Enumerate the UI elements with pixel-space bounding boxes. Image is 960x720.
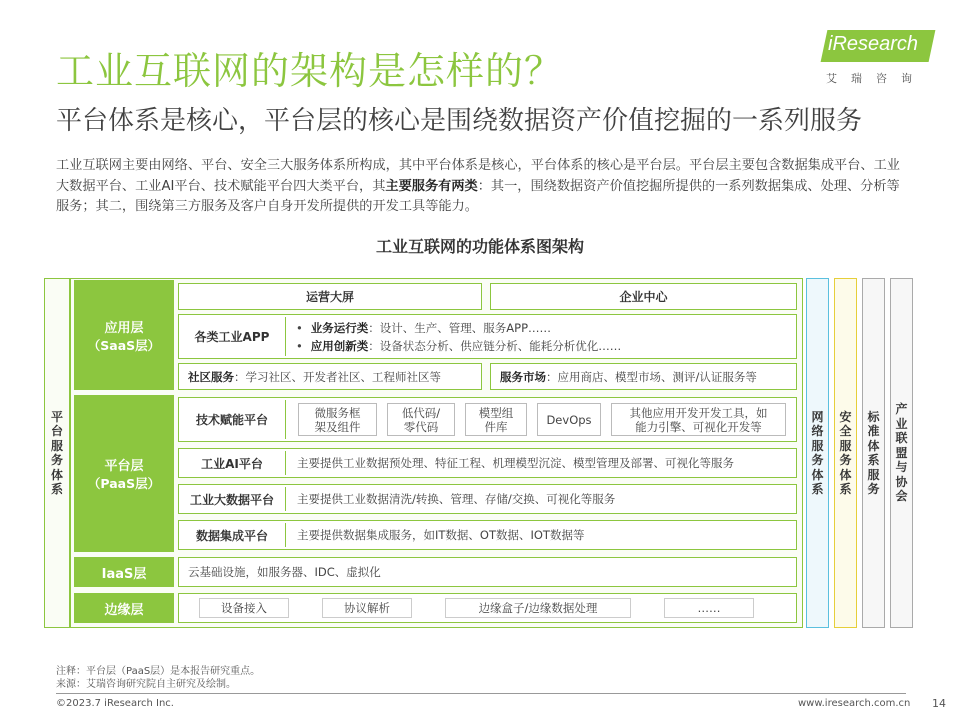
data-integration-text: 数据集成平台 [195, 528, 268, 543]
data-integration-label [180, 522, 284, 548]
edge-item-text: 边缘盒子/边缘数据处理 [478, 601, 598, 615]
iaas-row [178, 557, 797, 587]
market-text: ：应用商店、模型市场、测评/认证服务等 [546, 369, 757, 384]
tech-pill-text: 模型组 件库 [478, 405, 514, 434]
enterprise-center-label: 企业中心 [619, 290, 668, 304]
platform-service-system-column [44, 278, 70, 628]
saas-layer-label [74, 280, 174, 390]
source-line: 来源：艾瑞咨询研究院自主研究及绘制。 [56, 679, 236, 690]
enterprise-center-box [490, 283, 797, 310]
network-service-column [806, 278, 829, 628]
tech-pill-text: 微服务框 架及组件 [314, 405, 361, 434]
divider [285, 487, 286, 511]
iaas-label: IaaS层 [101, 566, 147, 582]
community-service-box [178, 363, 482, 390]
note-line: 注释：平台层（PaaS层）是本报告研究重点。 [56, 666, 261, 677]
tech-pill-text: DevOps [546, 412, 592, 427]
tech-enablement-label [180, 399, 284, 440]
tech-pill [537, 403, 601, 436]
bigdata-platform-desc: 主要提供工业数据清洗/转换、管理、存储/交换、可视化等服务 [297, 492, 616, 506]
intro-bold: 主要服务有两类 [385, 178, 478, 194]
iresearch-logo [818, 30, 936, 86]
bullet-app-innovation: • 应用创新类 ：设备状态分析、供应链分析、能耗分析优化…… [296, 338, 622, 353]
saas-label: 应用层 [104, 320, 144, 336]
tech-pill [465, 403, 527, 436]
bullet1-bold: 业务运行类 [310, 320, 369, 335]
bigdata-platform-text: 工业大数据平台 [189, 492, 274, 507]
iaas-desc: 云基础设施，如服务器、IDC、虚拟化 [188, 565, 381, 579]
ai-platform-desc: 主要提供工业数据预处理、特征工程、机理模型沉淀、模型管理及部署、可视化等服务 [297, 456, 734, 470]
footer-divider [56, 693, 906, 694]
divider [285, 451, 286, 475]
bullet1-text: ：设计、生产、管理、服务APP…… [368, 320, 552, 335]
divider [285, 523, 286, 547]
industry-alliance-column [890, 278, 913, 628]
ops-screen-label: 运营大屏 [305, 290, 354, 304]
paas-label: 平台层 [104, 459, 144, 474]
market-bold: 服务市场 [500, 369, 546, 384]
security-service-column [834, 278, 857, 628]
edge-item-text: …… [697, 601, 721, 615]
edge-item [199, 598, 289, 618]
iaas-layer-label [74, 557, 174, 587]
industrial-apps-text: 各类工业APP [194, 330, 270, 344]
logo-cn-text: 艾瑞咨询 [826, 72, 926, 85]
bullet-business-ops: • 业务运行类 ：设计、生产、管理、服务APP…… [296, 320, 552, 335]
edge-layer-label [74, 593, 174, 623]
divider [285, 400, 286, 439]
data-integration-desc: 主要提供数据集成服务，如IT数据、OT数据、IOT数据等 [297, 528, 585, 542]
tech-pill-text: 低代码/ 零代码 [401, 405, 441, 434]
intro-part2: ：其一，围绕数据资产价值挖掘所提供的一系列数据集成、处理、分析等服务；其二，围绕第三方服务及客户自身开发所提供的开发工具等能力。 [56, 178, 900, 214]
vertical-column-label: 标 准 体 系 服 务 [867, 409, 880, 496]
service-market-box [490, 363, 797, 390]
tech-pill [298, 403, 377, 436]
footnote [56, 665, 260, 691]
vertical-column-label: 安 全 服 务 体 系 [839, 409, 852, 496]
edge-label: 边缘层 [104, 602, 144, 618]
page-title: 工业互联网的架构是怎样的？ [56, 49, 564, 93]
edge-item-text: 协议解析 [344, 601, 390, 615]
page-subtitle: 平台体系是核心，平台层的核心是围绕数据资产价值挖掘的一系列服务 [56, 106, 863, 136]
saas-sub: （SaaS层） [87, 337, 161, 353]
logo-text: iResearch [828, 33, 919, 55]
divider [285, 317, 286, 356]
industrial-apps-label [180, 316, 284, 357]
tech-pill [611, 403, 786, 436]
ops-screen-box [178, 283, 482, 310]
bigdata-platform-label [180, 486, 284, 512]
tech-enablement-text: 技术赋能平台 [195, 413, 268, 427]
paas-layer-label [74, 395, 174, 552]
bullet2-bold: 应用创新类 [310, 338, 369, 353]
standards-service-column [862, 278, 885, 628]
community-bold: 社区服务 [188, 369, 234, 384]
edge-item [445, 598, 631, 618]
intro-part1: 工业互联网主要由网络、平台、安全三大服务体系所构成，其中平台体系是核心，平台体系的核心是平台层。平台层主要包含数据集成平台、工业大数据平台、工业AI平台、技术赋能平台四大类平台，其 [56, 158, 900, 194]
diagram-title: 工业互联网的功能体系图架构 [375, 237, 584, 256]
tech-pill-text: 其他应用开发开发工具，如 能力引擎、可视化开发等 [629, 405, 768, 434]
page-number: 14 [932, 697, 946, 710]
vertical-column-label: 产 业 联 盟 与 协 会 [895, 402, 908, 504]
copyright: ©2023.7 iResearch Inc. [56, 698, 174, 709]
edge-item [664, 598, 754, 618]
ai-platform-text: 工业AI平台 [201, 456, 263, 471]
paas-sub: （PaaS层） [87, 476, 161, 491]
tech-pill [387, 403, 455, 436]
intro-paragraph [56, 156, 906, 218]
vertical-column-label: 网 络 服 务 体 系 [811, 409, 824, 496]
community-text: ：学习社区、开发者社区、工程师社区等 [234, 369, 441, 384]
edge-item [322, 598, 412, 618]
platform-service-system-label: 平 台 服 务 体 系 [50, 409, 63, 496]
edge-item-text: 设备接入 [221, 601, 267, 615]
website-link[interactable]: www.iresearch.com.cn [798, 698, 911, 709]
ai-platform-label [180, 450, 284, 476]
bullet2-text: ：设备状态分析、供应链分析、能耗分析优化…… [368, 338, 622, 353]
